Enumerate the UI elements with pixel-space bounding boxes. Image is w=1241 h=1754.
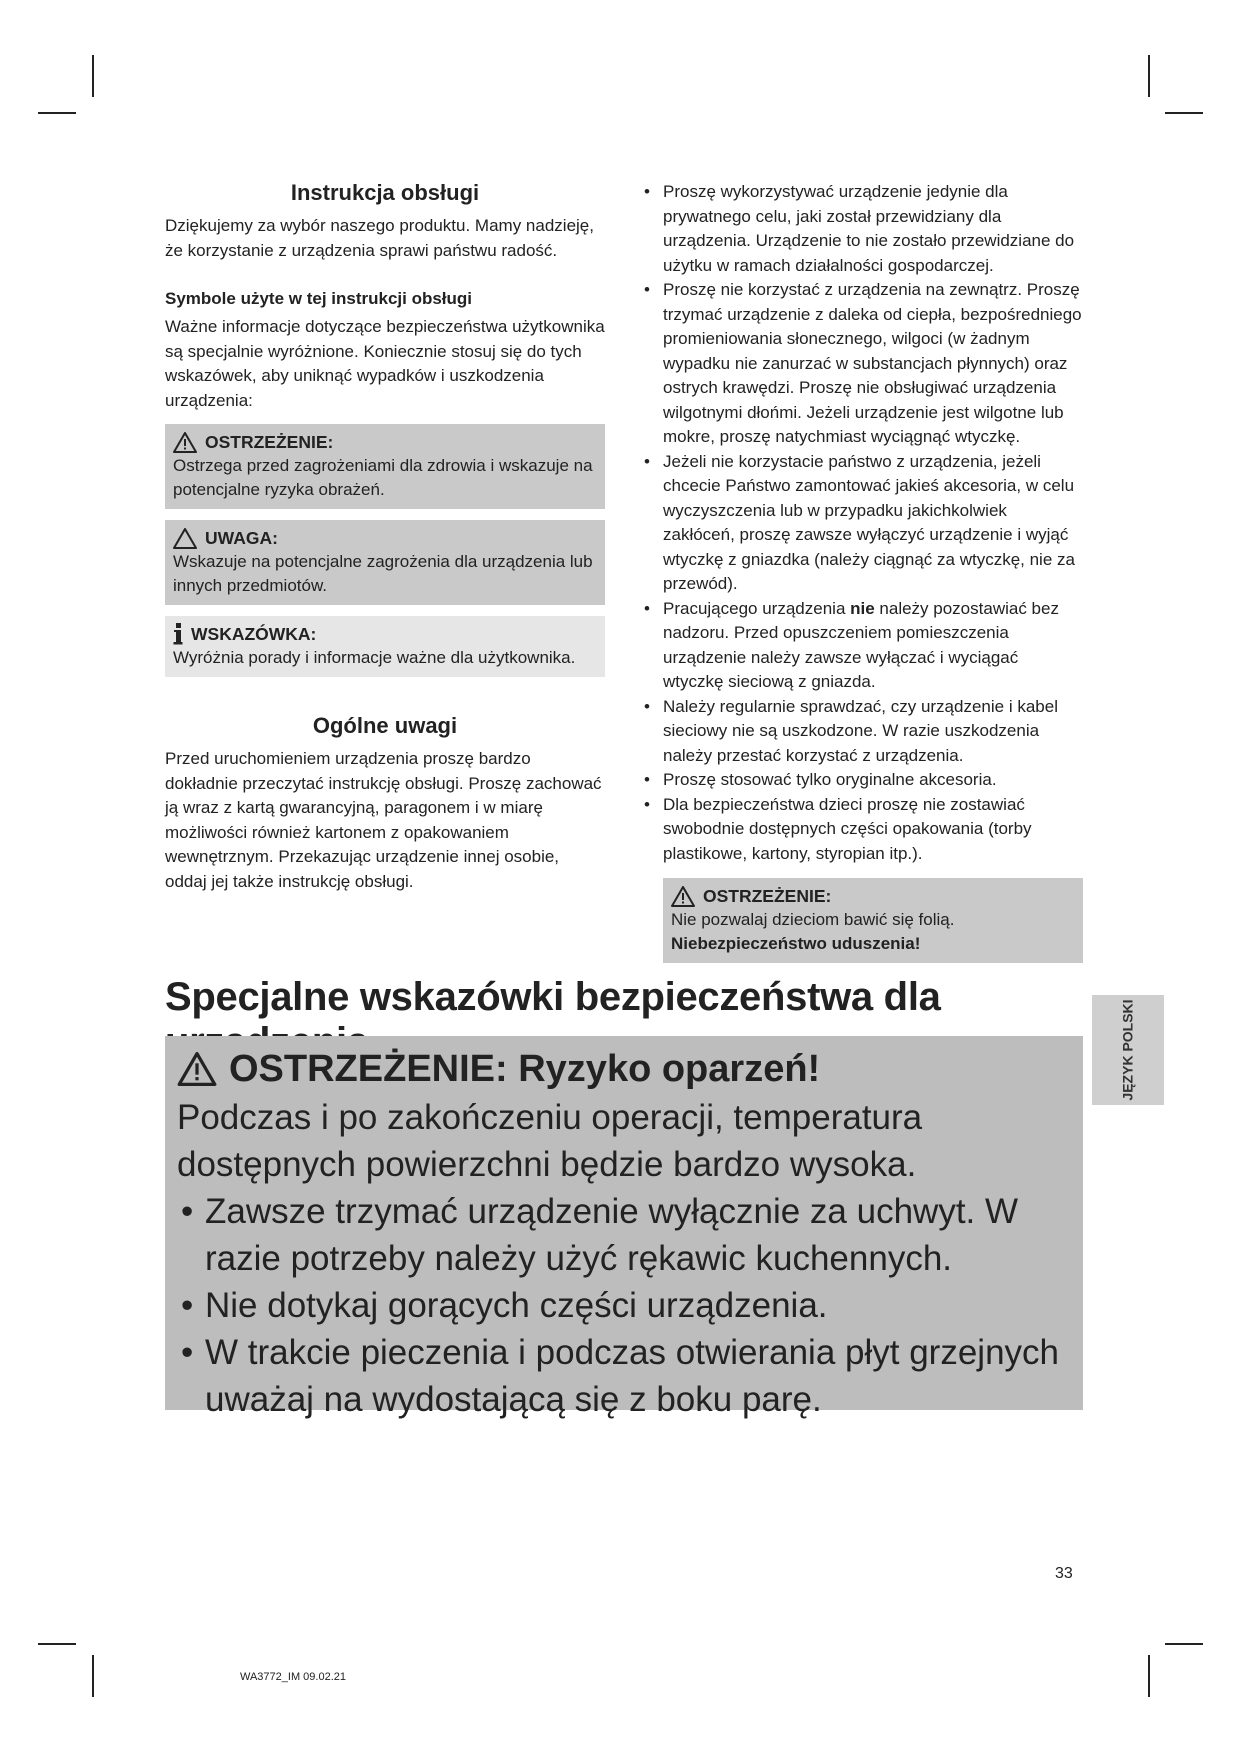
symbols-title: Symbole użyte w tej instrukcji obsługi xyxy=(165,289,473,308)
warning-text: Ostrzega przed zagrożeniami dla zdrowia i wskazuje na potencjalne ryzyka obrażeń. xyxy=(173,456,593,499)
crop-mark xyxy=(1165,112,1203,114)
special-safety-title: Specjalne wskazówki bezpieczeństwa dla xyxy=(165,975,941,1019)
children-warning-notice xyxy=(663,878,1083,963)
left-column xyxy=(165,180,605,894)
children-warning-label: OSTRZEŻENIE: xyxy=(703,886,832,906)
note-text: Wyróżnia porady i informacje ważne dla użytkownika. xyxy=(173,648,576,667)
crop-mark xyxy=(38,1643,76,1645)
language-tab-label: JĘZYK POLSKI xyxy=(1120,999,1137,1101)
language-tab xyxy=(1092,995,1164,1105)
crop-mark xyxy=(92,1655,94,1697)
list-item xyxy=(641,597,1083,695)
unattended-text-bold: nie xyxy=(850,598,875,618)
list-item: • Dla bezpieczeństwa dzieci proszę nie zostawiać swobodnie dostępnych części opakowania (torby plastikowe, kartony, styropian itp.). xyxy=(641,793,1083,867)
note-notice xyxy=(165,616,605,677)
burn-warning-label: OSTRZEŻENIE: Ryzyko oparzeń! xyxy=(229,1048,821,1090)
note-label: WSKAZÓWKA: xyxy=(191,624,317,644)
crop-mark xyxy=(92,55,94,97)
page-number: 33 xyxy=(1055,1565,1073,1582)
warning-triangle-icon xyxy=(671,886,695,907)
caution-label: UWAGA: xyxy=(205,528,278,548)
list-item: • W trakcie pieczenia i podczas otwierania płyt grzejnych uważaj na wydostającą się z boku parę. xyxy=(177,1329,1071,1423)
list-item: • Proszę stosować tylko oryginalne akcesoria. xyxy=(641,768,1083,793)
list-item: • Proszę wykorzystywać urządzenie jedynie dla prywatnego celu, jaki został przewidziany dla urządzenia. Urządzenie to nie zostało przewidziane do użytku w ramach działalności gospodarczej. xyxy=(641,180,1083,278)
children-warning-text: Nie pozwalaj dzieciom bawić się folią. xyxy=(671,910,955,929)
unattended-text-after: należy pozostawiać bez nadzoru. Przed opuszczeniem pomieszczenia urządzenie należy zawsze wyłączać i wyciągać wtyczkę sieciową z gniazda. xyxy=(663,598,1059,691)
warning-triangle-icon xyxy=(173,432,197,453)
right-column xyxy=(641,180,1083,963)
children-warning-bold: Niebezpieczeństwo uduszenia! xyxy=(671,934,921,953)
warning-notice xyxy=(165,424,605,509)
special-safety-box xyxy=(165,1036,1083,1419)
caution-text: Wskazuje na potencjalne zagrożenia dla urządzenia lub innych przedmiotów. xyxy=(173,552,593,595)
list-item: • Proszę nie korzystać z urządzenia na zewnątrz. Proszę trzymać urządzenie z daleka od ciepła, bezpośredniego promieniowania słonecznego, wilgoci (w żadnym wypadku nie zanurzać w substancjach płynnych) oraz ostrych krawędzi. Proszę nie obsługiwać urządzenia wilgotnymi dłońmi. Jeżeli urządzenie jest wilgotne lub mokre, proszę natychmiast wyciągnąć wtyczkę. xyxy=(641,278,1083,450)
crop-mark xyxy=(1165,1643,1203,1645)
crop-mark xyxy=(1148,55,1150,97)
list-item: • Jeżeli nie korzystacie państwo z urządzenia, jeżeli chcecie Państwo zamontować jakieś akcesoria, w celu wyczyszczenia lub w przypadku jakichkolwiek zakłóceń, proszę zawsze wyłączyć urządzenie i wyjąć wtyczkę z gniazdka (należy ciągnąć za wtyczkę, nie za przewód). xyxy=(641,450,1083,597)
intro-text: Dziękujemy za wybór naszego produktu. Mamy nadzieję, że korzystanie z urządzenia sprawi państwu radość. xyxy=(165,216,594,260)
warning-triangle-icon xyxy=(177,1052,217,1086)
instructions-title: Instrukcja obsługi xyxy=(290,180,480,205)
crop-mark xyxy=(38,112,76,114)
caution-notice xyxy=(165,520,605,605)
list-item: • Zawsze trzymać urządzenie wyłącznie za uchwyt. W razie potrzeby należy użyć rękawic kuchennych. xyxy=(177,1188,1071,1282)
crop-mark xyxy=(1148,1655,1150,1697)
general-title: Ogólne uwagi xyxy=(312,713,458,738)
warning-label: OSTRZEŻENIE: xyxy=(205,432,334,452)
info-icon xyxy=(173,623,183,645)
symbols-text: Ważne informacje dotyczące bezpieczeństwa użytkownika są specjalnie wyróżnione. Koniecznie stosuj się do tych wskazówek, aby uniknąć wypadków i uszkodzenia urządzenia: xyxy=(165,317,605,410)
list-item: • Należy regularnie sprawdzać, czy urządzenie i kabel sieciowy nie są uszkodzone. W razie uszkodzenia należy przestać korzystać z urządzenia. xyxy=(641,695,1083,769)
burn-warning-text: Podczas i po zakończeniu operacji, temperatura dostępnych powierzchni będzie bardzo wysoka. xyxy=(177,1098,923,1184)
caution-triangle-icon xyxy=(173,528,197,549)
list-item: • Nie dotykaj gorących części urządzenia. xyxy=(177,1282,1071,1329)
general-text: Przed uruchomieniem urządzenia proszę bardzo dokładnie przeczytać instrukcję obsługi. Proszę zachować ją wraz z kartą gwarancyjną, paragonem i w miarę możliwości również kartonem z opakowaniem wewnętrznym. Przekazując urządzenie innej osobie, oddaj jej także instrukcję obsługi. xyxy=(165,749,602,891)
children-warning-body xyxy=(671,908,1075,956)
safety-list xyxy=(641,180,1083,866)
footer-code: WA3772_IM 09.02.21 xyxy=(240,1671,346,1683)
burn-warning-list xyxy=(177,1188,1071,1423)
unattended-text-before: Pracującego urządzenia xyxy=(663,598,851,618)
